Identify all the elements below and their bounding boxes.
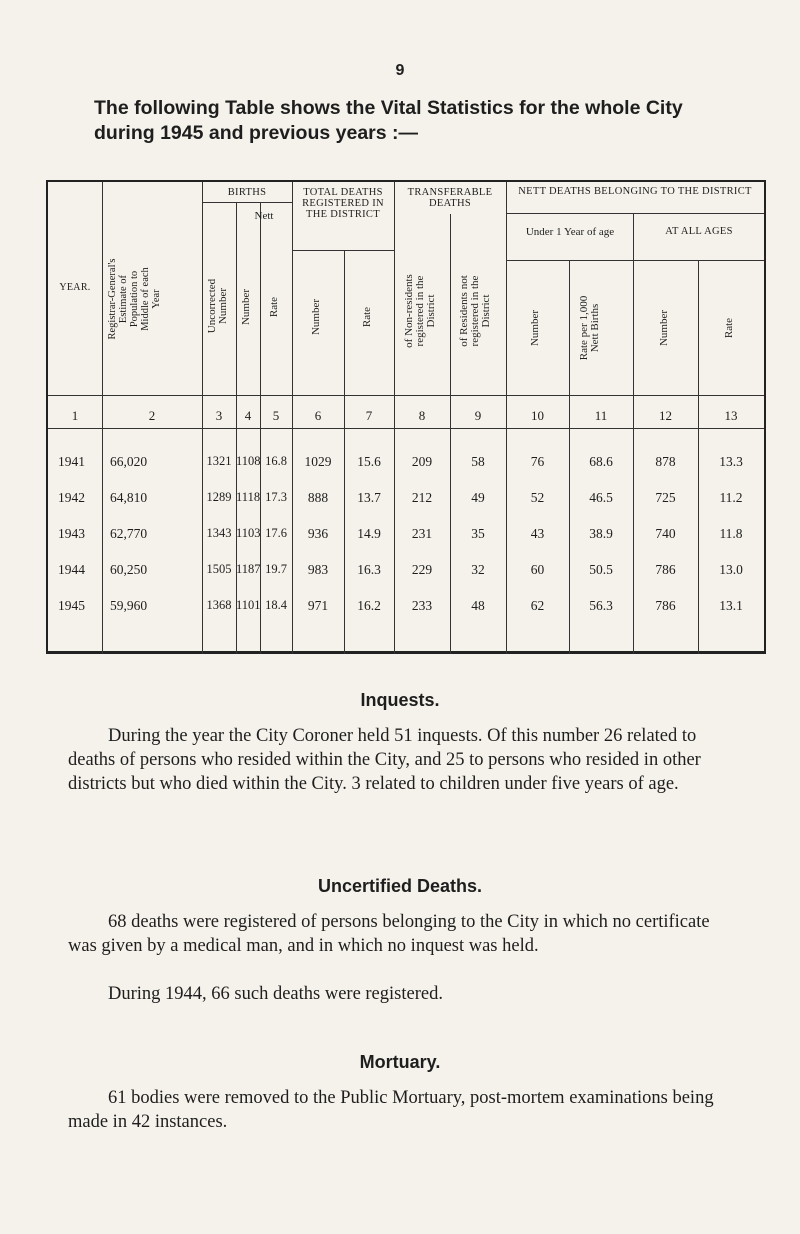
mortuary-paragraph: 61 bodies were removed to the Public Mortuary, post-mortem examinations being made in 42 instances. bbox=[68, 1088, 714, 1132]
header-year: YEAR. bbox=[59, 282, 91, 293]
table-cell-population: 62,770 bbox=[110, 526, 148, 541]
table-cell-nett-number: 1103 bbox=[236, 526, 261, 540]
table-cell-nett-number: 1118 bbox=[236, 490, 261, 504]
table-cell-under1-number: 60 bbox=[530, 562, 545, 577]
table-cell-uncorrected: 1321 bbox=[206, 454, 232, 468]
header-population: Registrar-General's Estimate of Population to Middle of each Year bbox=[107, 258, 162, 340]
table-cell-all-number: 878 bbox=[655, 454, 676, 469]
header-all-number: Number bbox=[658, 309, 670, 347]
table-cell-nett-rate: 16.8 bbox=[265, 454, 287, 468]
table-cell-all-rate: 13.3 bbox=[719, 454, 743, 469]
table-cell-uncorrected: 1289 bbox=[206, 490, 232, 504]
table-cell-deaths-rate: 14.9 bbox=[357, 526, 381, 541]
page-number: 9 bbox=[395, 62, 405, 79]
table-cell-residents: 35 bbox=[471, 526, 485, 541]
header-bottom-rule bbox=[48, 395, 764, 396]
col-divider bbox=[260, 202, 261, 654]
inquests-heading: Inquests. bbox=[360, 690, 440, 710]
table-cell-under1-rate: 46.5 bbox=[589, 490, 613, 505]
intro-text: The following Table shows the Vital Statistics for the whole City during 1945 and previous years :— bbox=[94, 97, 683, 144]
table-cell-under1-number: 76 bbox=[530, 454, 545, 469]
table-cell-population: 59,960 bbox=[110, 598, 148, 613]
header-all-ages: AT ALL AGES bbox=[665, 226, 733, 237]
total-deaths-subheader-rule bbox=[292, 250, 394, 251]
uncertified-paragraph: 68 deaths were registered of persons belonging to the City in which no certificate was given by a medical man, and in which no inquest was held. bbox=[68, 912, 710, 956]
uncertified-paragraph-2: During 1944, 66 such deaths were registered. bbox=[108, 984, 443, 1004]
table-cell-deaths-number: 936 bbox=[307, 526, 329, 541]
header-under-one: Under 1 Year of age bbox=[525, 226, 615, 238]
table-cell-non-residents: 229 bbox=[411, 562, 433, 577]
table-cell-under1-number: 43 bbox=[530, 526, 545, 541]
column-number: 4 bbox=[244, 408, 252, 423]
table-cell-residents: 32 bbox=[471, 562, 485, 577]
table-cell-residents: 48 bbox=[471, 598, 485, 613]
table-cell-population: 66,020 bbox=[110, 454, 148, 469]
table-cell-nett-number: 1101 bbox=[236, 598, 261, 612]
table-cell-year: 1942 bbox=[58, 490, 85, 505]
table-cell-all-number: 725 bbox=[655, 490, 676, 505]
col-divider bbox=[633, 213, 634, 654]
table-cell-uncorrected: 1505 bbox=[206, 562, 232, 576]
header-deaths-rate: Rate bbox=[361, 306, 373, 328]
table-cell-non-residents: 212 bbox=[411, 490, 433, 505]
header-uncorrected: Uncorrected Number bbox=[206, 278, 229, 334]
table-cell-nett-number: 1108 bbox=[236, 454, 261, 468]
table-cell-deaths-number: 971 bbox=[307, 598, 329, 613]
col-divider bbox=[236, 202, 237, 654]
table-cell-all-rate: 13.0 bbox=[719, 562, 743, 577]
table-cell-all-rate: 13.1 bbox=[719, 598, 743, 613]
header-transferable: TRANSFERABLE DEATHS bbox=[407, 187, 493, 209]
table-cell-under1-number: 52 bbox=[530, 490, 545, 505]
table-cell-non-residents: 209 bbox=[411, 454, 433, 469]
table-cell-deaths-number: 983 bbox=[307, 562, 329, 577]
column-number: 11 bbox=[594, 408, 608, 423]
table-cell-deaths-number: 888 bbox=[307, 490, 329, 505]
column-number: 2 bbox=[148, 408, 156, 423]
table-cell-under1-rate: 68.6 bbox=[589, 454, 613, 469]
table-cell-population: 64,810 bbox=[110, 490, 148, 505]
column-number: 8 bbox=[418, 408, 426, 423]
header-all-rate: Rate bbox=[723, 317, 735, 339]
header-nett: Nett bbox=[254, 210, 274, 222]
column-number: 9 bbox=[474, 408, 482, 423]
table-cell-uncorrected: 1343 bbox=[206, 526, 232, 540]
col-divider bbox=[344, 250, 345, 654]
table-cell-nett-rate: 19.7 bbox=[265, 562, 287, 576]
table-cell-residents: 58 bbox=[471, 454, 485, 469]
mortuary-heading: Mortuary. bbox=[359, 1052, 441, 1072]
table-cell-under1-rate: 38.9 bbox=[589, 526, 613, 541]
table-cell-deaths-number: 1029 bbox=[304, 454, 332, 469]
header-births: BIRTHS bbox=[227, 187, 267, 198]
table-cell-deaths-rate: 15.6 bbox=[357, 454, 381, 469]
table-cell-deaths-rate: 16.3 bbox=[357, 562, 381, 577]
col-divider bbox=[450, 214, 451, 654]
table-cell-non-residents: 233 bbox=[411, 598, 433, 613]
header-nett-number: Number bbox=[240, 288, 252, 326]
column-number: 7 bbox=[365, 408, 373, 423]
header-under1-number: Number bbox=[529, 309, 541, 347]
header-nett-rate: Rate bbox=[268, 296, 280, 318]
column-number: 6 bbox=[314, 408, 322, 423]
table-cell-non-residents: 231 bbox=[411, 526, 433, 541]
inquests-paragraph: During the year the City Coroner held 51 inquests. Of this number 26 related to deaths of persons who resided within the City, and 25 to persons who resided in other districts but who died within the City. 3 related to children under five years of age. bbox=[68, 726, 701, 794]
table-cell-all-rate: 11.2 bbox=[719, 490, 743, 505]
table-cell-uncorrected: 1368 bbox=[206, 598, 232, 612]
vital-statistics-table bbox=[46, 180, 766, 654]
under-one-subheader-rule bbox=[506, 260, 764, 261]
table-cell-deaths-rate: 13.7 bbox=[357, 490, 381, 505]
header-nett-deaths: NETT DEATHS BELONGING TO THE DISTRICT bbox=[518, 186, 752, 197]
table-cell-under1-rate: 50.5 bbox=[589, 562, 613, 577]
table-cell-nett-rate: 17.3 bbox=[265, 490, 287, 504]
table-cell-year: 1943 bbox=[58, 526, 85, 541]
table-cell-under1-number: 62 bbox=[530, 598, 545, 613]
table-cell-nett-rate: 17.6 bbox=[265, 526, 287, 540]
uncertified-heading: Uncertified Deaths. bbox=[317, 876, 483, 896]
table-cell-all-number: 740 bbox=[655, 526, 676, 541]
header-rate-per-1000: Rate per 1,000 Nett Births bbox=[578, 295, 601, 361]
column-number: 1 bbox=[71, 408, 79, 423]
table-cell-population: 60,250 bbox=[110, 562, 148, 577]
table-cell-year: 1941 bbox=[58, 454, 85, 469]
column-number: 5 bbox=[272, 408, 280, 423]
nett-deaths-subheader-rule bbox=[506, 213, 764, 214]
table-cell-nett-rate: 18.4 bbox=[265, 598, 287, 612]
column-number: 10 bbox=[531, 408, 544, 423]
header-non-residents: of Non-residents registered in the District bbox=[403, 274, 437, 348]
column-number: 3 bbox=[215, 408, 223, 423]
table-cell-year: 1944 bbox=[58, 562, 85, 577]
births-subheader-rule bbox=[202, 202, 292, 203]
column-number: 12 bbox=[659, 408, 672, 423]
table-cell-year: 1945 bbox=[58, 598, 85, 613]
table-cell-nett-number: 1187 bbox=[236, 562, 261, 576]
table-cell-residents: 49 bbox=[471, 490, 485, 505]
header-total-deaths: TOTAL DEATHS REGISTERED IN THE DISTRICT bbox=[302, 187, 384, 220]
column-number: 13 bbox=[724, 408, 738, 423]
header-deaths-number: Number bbox=[310, 298, 322, 336]
table-cell-all-number: 786 bbox=[655, 598, 676, 613]
table-cell-under1-rate: 56.3 bbox=[589, 598, 613, 613]
table-cell-deaths-rate: 16.2 bbox=[357, 598, 381, 613]
table-cell-all-number: 786 bbox=[655, 562, 676, 577]
table-cell-all-rate: 11.8 bbox=[719, 526, 743, 541]
header-residents: of Residents not registered in the District bbox=[458, 275, 492, 347]
column-number-rule bbox=[48, 428, 764, 429]
